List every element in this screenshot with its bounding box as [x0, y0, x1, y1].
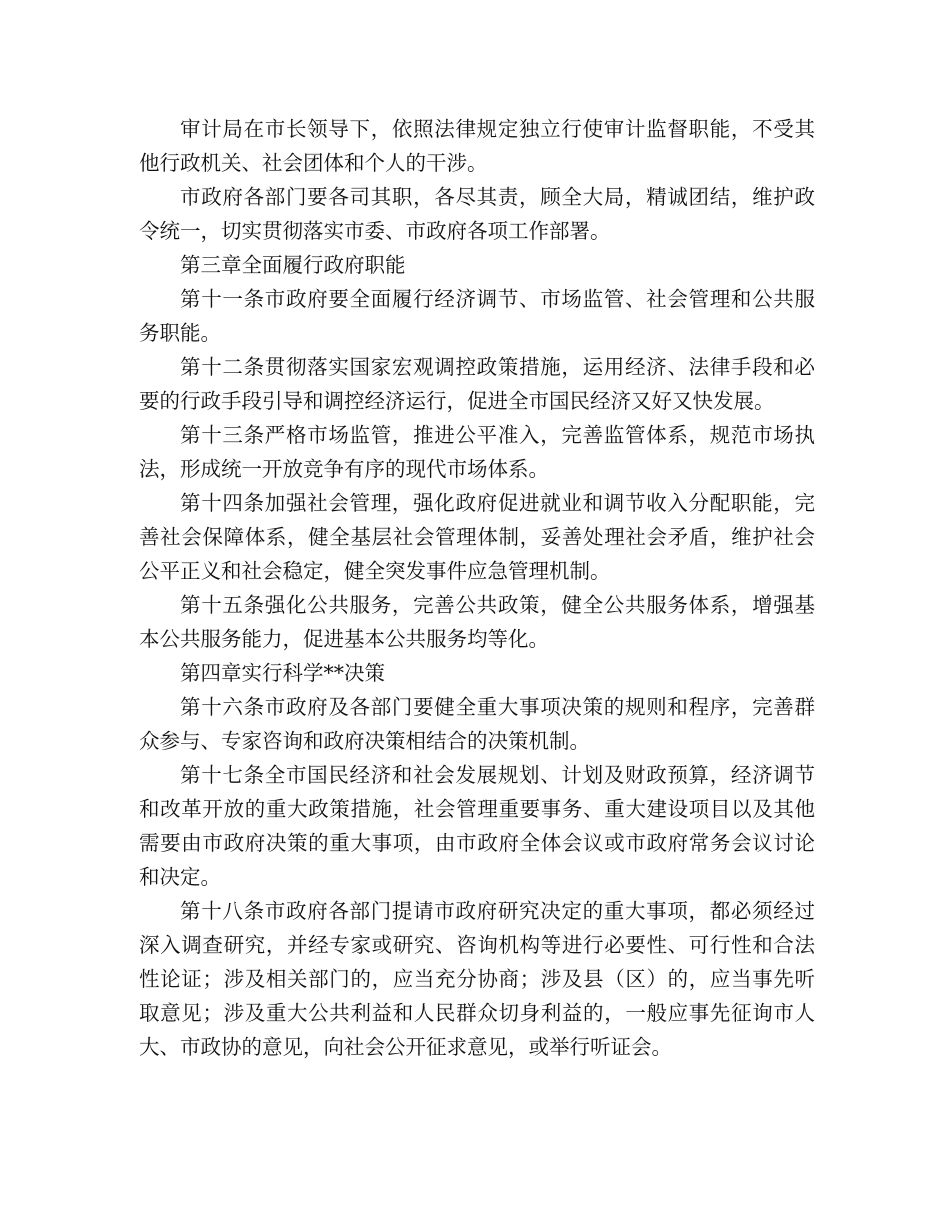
chapter-3-heading: 第三章全面履行政府职能	[180, 253, 406, 277]
article-12: 第十二条贯彻落实国家宏观调控政策措施，运用经济、法律手段和必要的行政手段引导和调控经济运行，促进全市国民经济又好又快发展。	[139, 355, 815, 413]
chapter-4-heading: 第四章实行科学**决策	[180, 661, 385, 685]
paragraph-audit-bureau: 审计局在市长领导下，依照法律规定独立行使审计监督职能，不受其他行政机关、社会团体和个人的干涉。	[139, 117, 815, 175]
document-body	[139, 112, 815, 1064]
article-14: 第十四条加强社会管理，强化政府促进就业和调节收入分配职能，完善社会保障体系，健全基层社会管理体制，妥善处理社会矛盾，维护社会公平正义和社会稳定，健全突发事件应急管理机制。	[139, 491, 815, 583]
article-11: 第十一条市政府要全面履行经济调节、市场监管、社会管理和公共服务职能。	[139, 287, 815, 345]
article-15: 第十五条强化公共服务，完善公共政策，健全公共服务体系，增强基本公共服务能力，促进基本公共服务均等化。	[139, 593, 815, 651]
article-18: 第十八条市政府各部门提请市政府研究决定的重大事项，都必须经过深入调查研究，并经专家或研究、咨询机构等进行必要性、可行性和合法性论证；涉及相关部门的，应当充分协商；涉及县（区）的，应当事先听取意见；涉及重大公共利益和人民群众切身利益的，一般应事先征询市人大、市政协的意见，向社会公开征求意见，或举行听证会。	[139, 899, 815, 1059]
paragraph-departments: 市政府各部门要各司其职，各尽其责，顾全大局，精诚团结，维护政令统一，切实贯彻落实市委、市政府各项工作部署。	[139, 185, 815, 243]
article-13: 第十三条严格市场监管，推进公平准入，完善监管体系，规范市场执法，形成统一开放竞争有序的现代市场体系。	[139, 423, 815, 481]
article-16: 第十六条市政府及各部门要健全重大事项决策的规则和程序，完善群众参与、专家咨询和政府决策相结合的决策机制。	[139, 695, 815, 753]
article-17: 第十七条全市国民经济和社会发展规划、计划及财政预算，经济调节和改革开放的重大政策措施，社会管理重要事务、重大建设项目以及其他需要由市政府决策的重大事项，由市政府全体会议或市政府常务会议讨论和决定。	[139, 763, 815, 889]
